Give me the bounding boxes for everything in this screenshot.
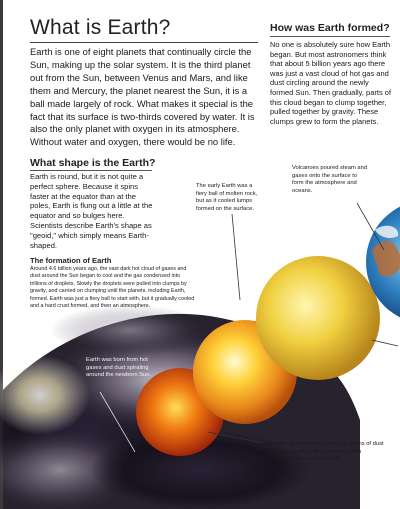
caption-gas-dust: Earth was born from hot gases and dust spiraling around the newborn Sun. — [86, 357, 152, 379]
formation-heading: The formation of Earth — [30, 256, 112, 265]
shape-heading: What shape is the Earth? — [30, 157, 156, 169]
formation-paragraph: Around 4.6 billion years ago, the vast dark hot cloud of gases and dust around the Sun began to cool and the gas condensed into trillions of droplets. Slowly the droplets were pulled into clumps by gravity, and carried on clumping until the planets, including Earth, formed. Earth was just a fiery ball to start with, but it gradually cooled and a hard crust formed, and then an atmosphere. — [30, 266, 195, 310]
title-divider — [30, 42, 258, 43]
sidebar-paragraph: No one is absolutely sure how Earth began. But most astronomers think that about 5 billion years ago there was just a vast cloud of hot gas and dust circling around the newly formed Sun. Then gradually, parts of this cloud began to clump together, pulled together by gravity. These clumps grew to form the planets. — [270, 40, 392, 126]
caption-volcanoes: Volcanoes poured steam and gases onto the surface to form the atmosphere and oceans. — [292, 165, 368, 194]
sidebar-divider — [270, 36, 390, 37]
caption-early-earth: The early Earth was a fiery ball of molten rock, but as it cooled lumps formed on the surface. — [196, 183, 258, 212]
shape-paragraph: Earth is round, but it is not quite a perfect sphere. Because it spins faster at the equator than at the poles, Earth is flung out a little at the equator and so bulges here. Scientists describe Earth's shape as "geoid," which simply means Earth-shaped. — [30, 172, 153, 250]
caption-droplets: As more and more droplets and grains of dust clumped together, the newborn Earth congealed into a red hot ball. — [266, 441, 384, 463]
intro-paragraph: Earth is one of eight planets that continually circle the Sun, making up the solar system. It is the third planet out from the Sun, between Venus and Mars, and like them and Mercury, the planet nearest the Sun, it is a ball made largely of rock. What makes it special is the fact that its surface is two-thirds covered by water. It is also the only planet with oxygen in its atmosphere. Without water and oxygen, there would be no life. — [30, 46, 255, 148]
sidebar-heading: How was Earth formed? — [270, 22, 390, 34]
shape-divider — [30, 170, 152, 171]
page-title: What is Earth? — [30, 16, 171, 39]
